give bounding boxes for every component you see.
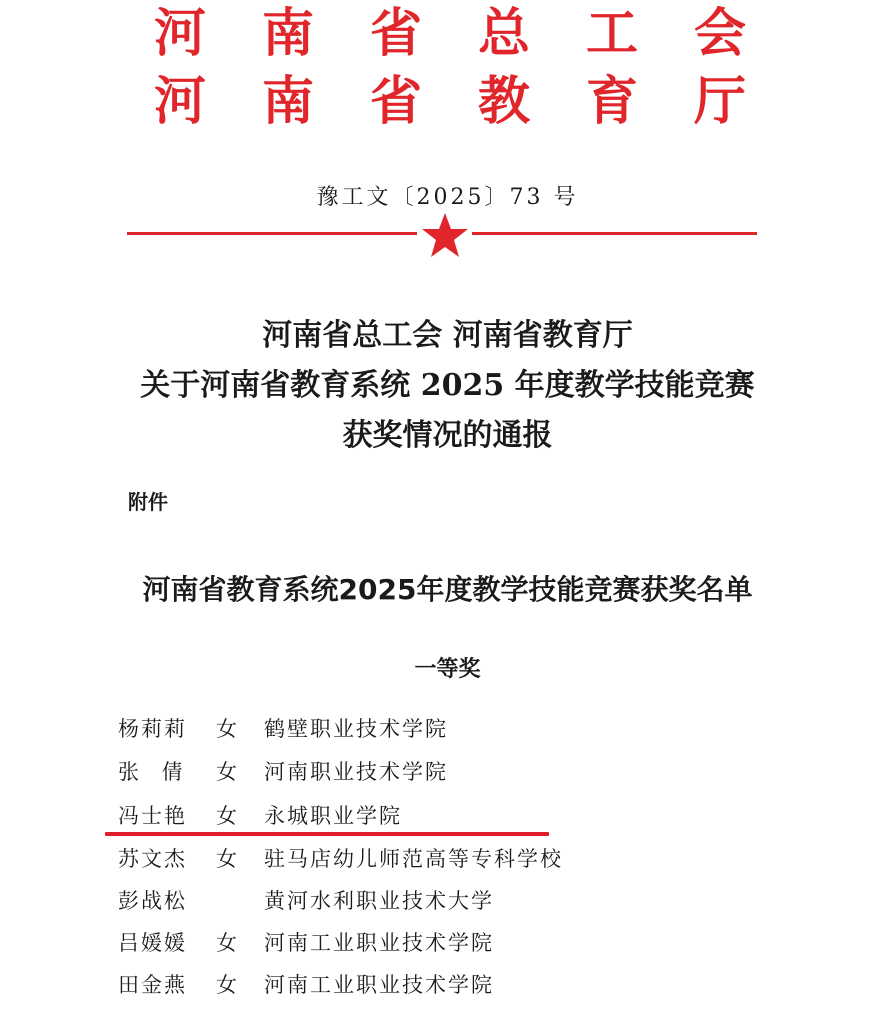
winner-name: 冯士艳 [118, 804, 187, 828]
highlight-underline [105, 832, 549, 836]
header-char: 厅 [693, 72, 746, 132]
header-char: 教 [477, 72, 530, 132]
red-divider-left [127, 232, 417, 235]
winner-gender: 女 [216, 804, 239, 828]
document-number: 豫工文〔2025〕73 号 [316, 185, 579, 210]
winner-school: 河南工业职业技术学院 [264, 931, 494, 955]
notice-title-line-1: 河南省总工会 河南省教育厅 [262, 318, 633, 353]
award-level-heading: 一等奖 [414, 657, 481, 682]
winner-gender: 女 [216, 717, 239, 741]
notice-title-line-2: 关于河南省教育系统 2025 年度教学技能竞赛 [140, 368, 755, 403]
header-char: 会 [693, 4, 746, 64]
header-org-education [150, 74, 750, 130]
star-icon [420, 212, 470, 258]
attachment-label: 附件 [128, 490, 168, 514]
winner-name: 田金燕 [118, 973, 187, 997]
winner-school: 永城职业学院 [264, 804, 402, 828]
winner-gender: 女 [216, 847, 239, 871]
award-list-title: 河南省教育系统2025年度教学技能竞赛获奖名单 [142, 573, 753, 606]
notice-title-line-3: 获奖情况的通报 [342, 418, 553, 453]
header-char: 省 [369, 4, 422, 64]
winner-school: 鹤壁职业技术学院 [264, 717, 448, 741]
header-char: 总 [477, 4, 530, 64]
winner-name: 杨莉莉 [118, 717, 187, 741]
header-char: 河 [153, 4, 206, 64]
header-char: 南 [261, 4, 314, 64]
red-divider-right [472, 232, 757, 235]
winner-school: 黄河水利职业技术大学 [264, 889, 494, 913]
winner-school: 驻马店幼儿师范高等专科学校 [264, 847, 563, 871]
winner-name: 吕媛媛 [118, 931, 187, 955]
header-char: 河 [153, 72, 206, 132]
winner-name: 张 倩 [118, 760, 191, 784]
header-org-union [150, 6, 750, 62]
winner-school: 河南职业技术学院 [264, 760, 448, 784]
header-char: 省 [369, 72, 422, 132]
winner-school: 河南工业职业技术学院 [264, 973, 494, 997]
winner-gender: 女 [216, 931, 239, 955]
header-char: 工 [585, 4, 638, 64]
header-char: 育 [585, 72, 638, 132]
winner-name: 苏文杰 [118, 847, 187, 871]
winner-gender: 女 [216, 973, 239, 997]
winner-name: 彭战松 [118, 889, 187, 913]
winner-gender: 女 [216, 760, 239, 784]
header-char: 南 [261, 72, 314, 132]
